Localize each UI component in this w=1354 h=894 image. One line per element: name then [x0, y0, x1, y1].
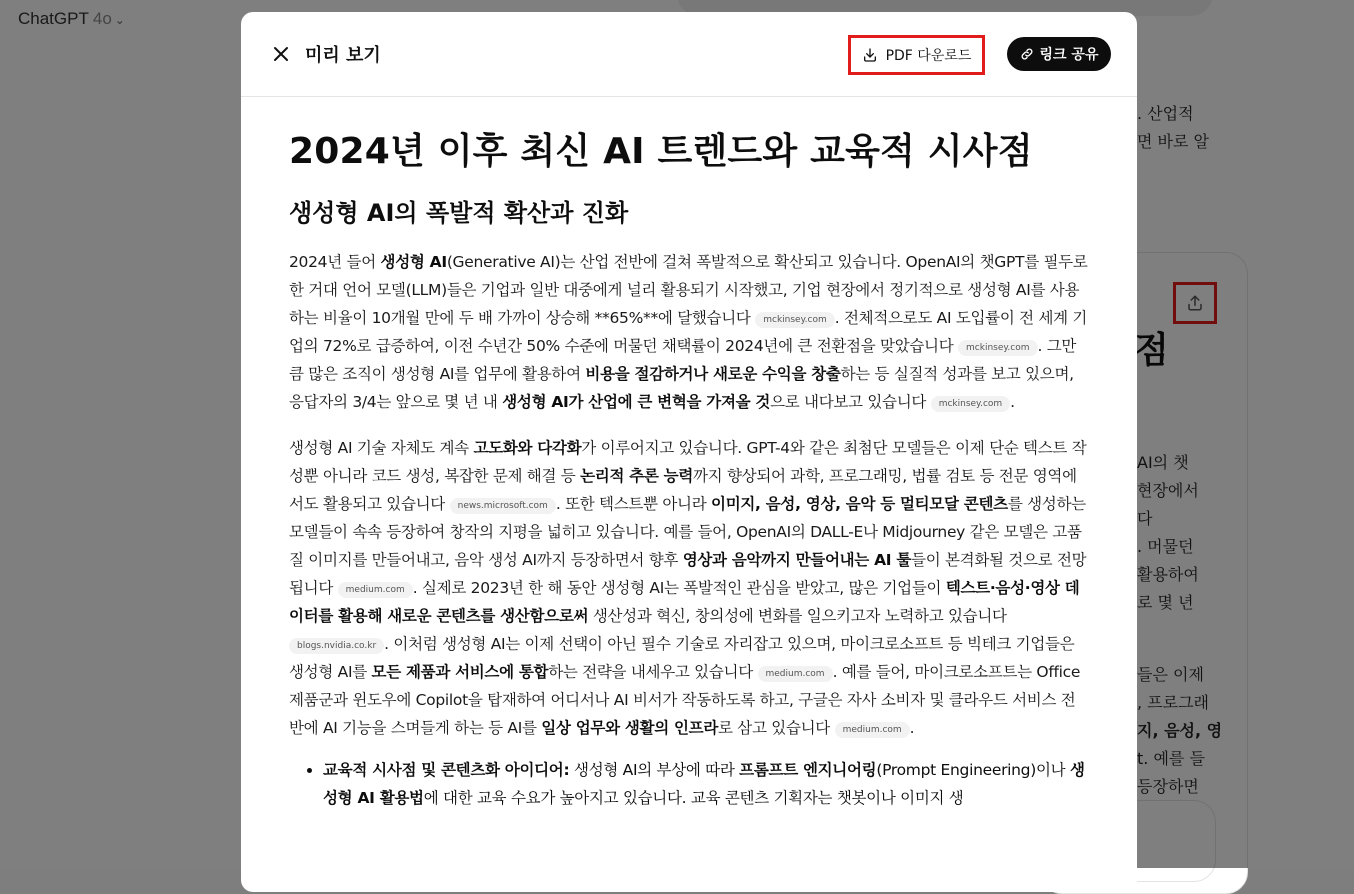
text: 를 생성하는 모델들이 속속 등장하여 창작의 지평을 넓히고 있습니다. 예를 들어, OpenAI의 DALL-E나 Midjourney 같은 모델은 고품질 이미지를 만들어내고, 음악 생성 AI까지 등장하면서 향후: [289, 495, 1086, 569]
text: (Generative AI)는 산업 전반에 걸쳐 폭발적으로 확산되고 있습니다. OpenAI의 챗GPT를 필두로 한 거대 언어 모델(LLM)들은 기업과 일반 대중에게 널리 활용되기 시작했고, 기업 현장에서 정기적으로 생성형 AI를 사용하는 비율이 10개월 만에 두 배 가까이 상승해 **65%**에 달했습니다: [289, 253, 1088, 327]
citation-chip[interactable]: blogs.nvidia.co.kr: [289, 638, 384, 654]
text: 생산성과 혁신, 창의성에 변화를 일으키고자 노력하고 있습니다: [588, 607, 1007, 625]
share-link-button[interactable]: [1007, 37, 1111, 71]
modal-title: 미리 보기: [305, 45, 381, 66]
share-link-label: 링크 공유: [1039, 47, 1099, 63]
pdf-download-label: PDF 다운로드: [885, 48, 972, 64]
bold-text: 고도화와 다각화: [473, 439, 582, 457]
citation-chip[interactable]: mckinsey.com: [958, 340, 1037, 356]
citation-chip[interactable]: medium.com: [338, 582, 413, 598]
text: . 전체적으로도 AI 도입률이 전 세계 기업의 72%로 급증하여, 이전 수년간 50% 수준에 머물던 채택률이 2024년에 큰 전환점을 맞았습니다: [289, 309, 1088, 355]
bold-text: 프롬프트 엔지니어링: [739, 761, 877, 779]
pdf-download-button[interactable]: [848, 35, 985, 75]
bold-text: 생성형 AI: [380, 253, 447, 271]
text: 으로 내다보고 있습니다: [770, 393, 931, 411]
bold-text: 생성형 AI 활용법: [323, 761, 1085, 807]
bold-text: 이미지, 음성, 영상, 음악 등 멀티모달 콘텐츠: [711, 495, 1008, 513]
modal-header: [241, 12, 1137, 97]
text: .: [1010, 393, 1015, 411]
text: . 예를 들어, 마이크로소프트는 Office 제품군과 윈도우에 Copilot을 탑재하여 어디서나 AI 비서가 작동하도록 하고, 구글은 자사 소비자 및 클라우드 서비스 전반에 AI 기능을 스며들게 하는 등 AI를: [289, 663, 1081, 737]
bold-text: 비용을 절감하거나 새로운 수익을 창출: [585, 365, 841, 383]
bold-text: 영상과 음악까지 만들어내는 AI 툴: [682, 551, 912, 569]
bold-text: 텍스트·음성·영상 데이터를 활용해 새로운 콘텐츠를 생산함으로써: [289, 579, 1080, 625]
citation-chip[interactable]: medium.com: [835, 722, 910, 738]
paragraph-1: [289, 248, 1089, 416]
citation-chip[interactable]: mckinsey.com: [755, 312, 834, 328]
text: . 또한 텍스트뿐 아니라: [555, 495, 712, 513]
section-heading: 생성형 AI의 폭발적 확산과 진화: [289, 199, 629, 227]
download-icon: [862, 47, 878, 63]
document-content: [289, 96, 1089, 812]
citation-chip[interactable]: mckinsey.com: [931, 396, 1010, 412]
close-icon: [271, 44, 291, 64]
bold-text: 논리적 추론 능력: [580, 467, 693, 485]
text: 2024년 들어: [289, 253, 381, 271]
text: 에 대한 교육 수요가 높아지고 있습니다. 교육 콘텐츠 기획자는 챗봇이나 이미지 생: [423, 789, 964, 807]
text: 하는 등 실질적 성과를 보고 있으며, 응답자의 3/4는 앞으로 몇 년 내: [289, 365, 1074, 411]
bold-text: 모든 제품과 서비스에 통합: [371, 663, 549, 681]
text: 생성형 AI 기술 자체도 계속: [289, 439, 474, 457]
text: 하는 전략을 내세우고 있습니다: [548, 663, 758, 681]
text: . 실제로 2023년 한 해 동안 생성형 AI는 폭발적인 관심을 받았고, 많은 기업들이: [412, 579, 946, 597]
paragraph-2: [289, 434, 1089, 742]
citation-chip[interactable]: medium.com: [758, 666, 833, 682]
citation-chip[interactable]: news.microsoft.com: [450, 498, 556, 514]
document-title: 2024년 이후 최신 AI 트렌드와 교육적 시사점: [289, 131, 1033, 172]
preview-modal: [241, 12, 1137, 892]
text: (Prompt Engineering)이나: [876, 761, 1070, 779]
bold-text: 생성형 AI가 산업에 큰 변혁을 가져올 것: [502, 393, 771, 411]
text: .: [909, 719, 915, 737]
bullet-list: [289, 756, 1089, 812]
text: 들이 본격화될 것으로 전망됩니다: [289, 551, 1087, 597]
text: . 그만큼 많은 조직이 생성형 AI를 업무에 활용하여: [289, 337, 1077, 383]
text: 생성형 AI의 부상에 따라: [569, 761, 740, 779]
bold-text: 일상 업무와 생활의 인프라: [541, 719, 718, 737]
text: 로 삼고 있습니다: [718, 719, 835, 737]
text: 까지 향상되어 과학, 프로그래밍, 법률 검토 등 전문 영역에서도 활용되고 있습니다: [289, 467, 1077, 513]
link-icon: [1020, 47, 1034, 61]
list-item: [323, 756, 1089, 812]
close-button[interactable]: [271, 44, 291, 64]
text: 가 이루어지고 있습니다. GPT-4와 같은 최첨단 모델들은 이제 단순 텍스트 작성뿐 아니라 코드 생성, 복잡한 문제 해결 등: [289, 439, 1087, 485]
text: . 이처럼 생성형 AI는 이제 선택이 아닌 필수 기술로 자리잡고 있으며, 마이크로소프트 등 빅테크 기업들은 생성형 AI를: [289, 635, 1075, 681]
bold-text: 교육적 시사점 및 콘텐츠화 아이디어:: [323, 761, 570, 779]
